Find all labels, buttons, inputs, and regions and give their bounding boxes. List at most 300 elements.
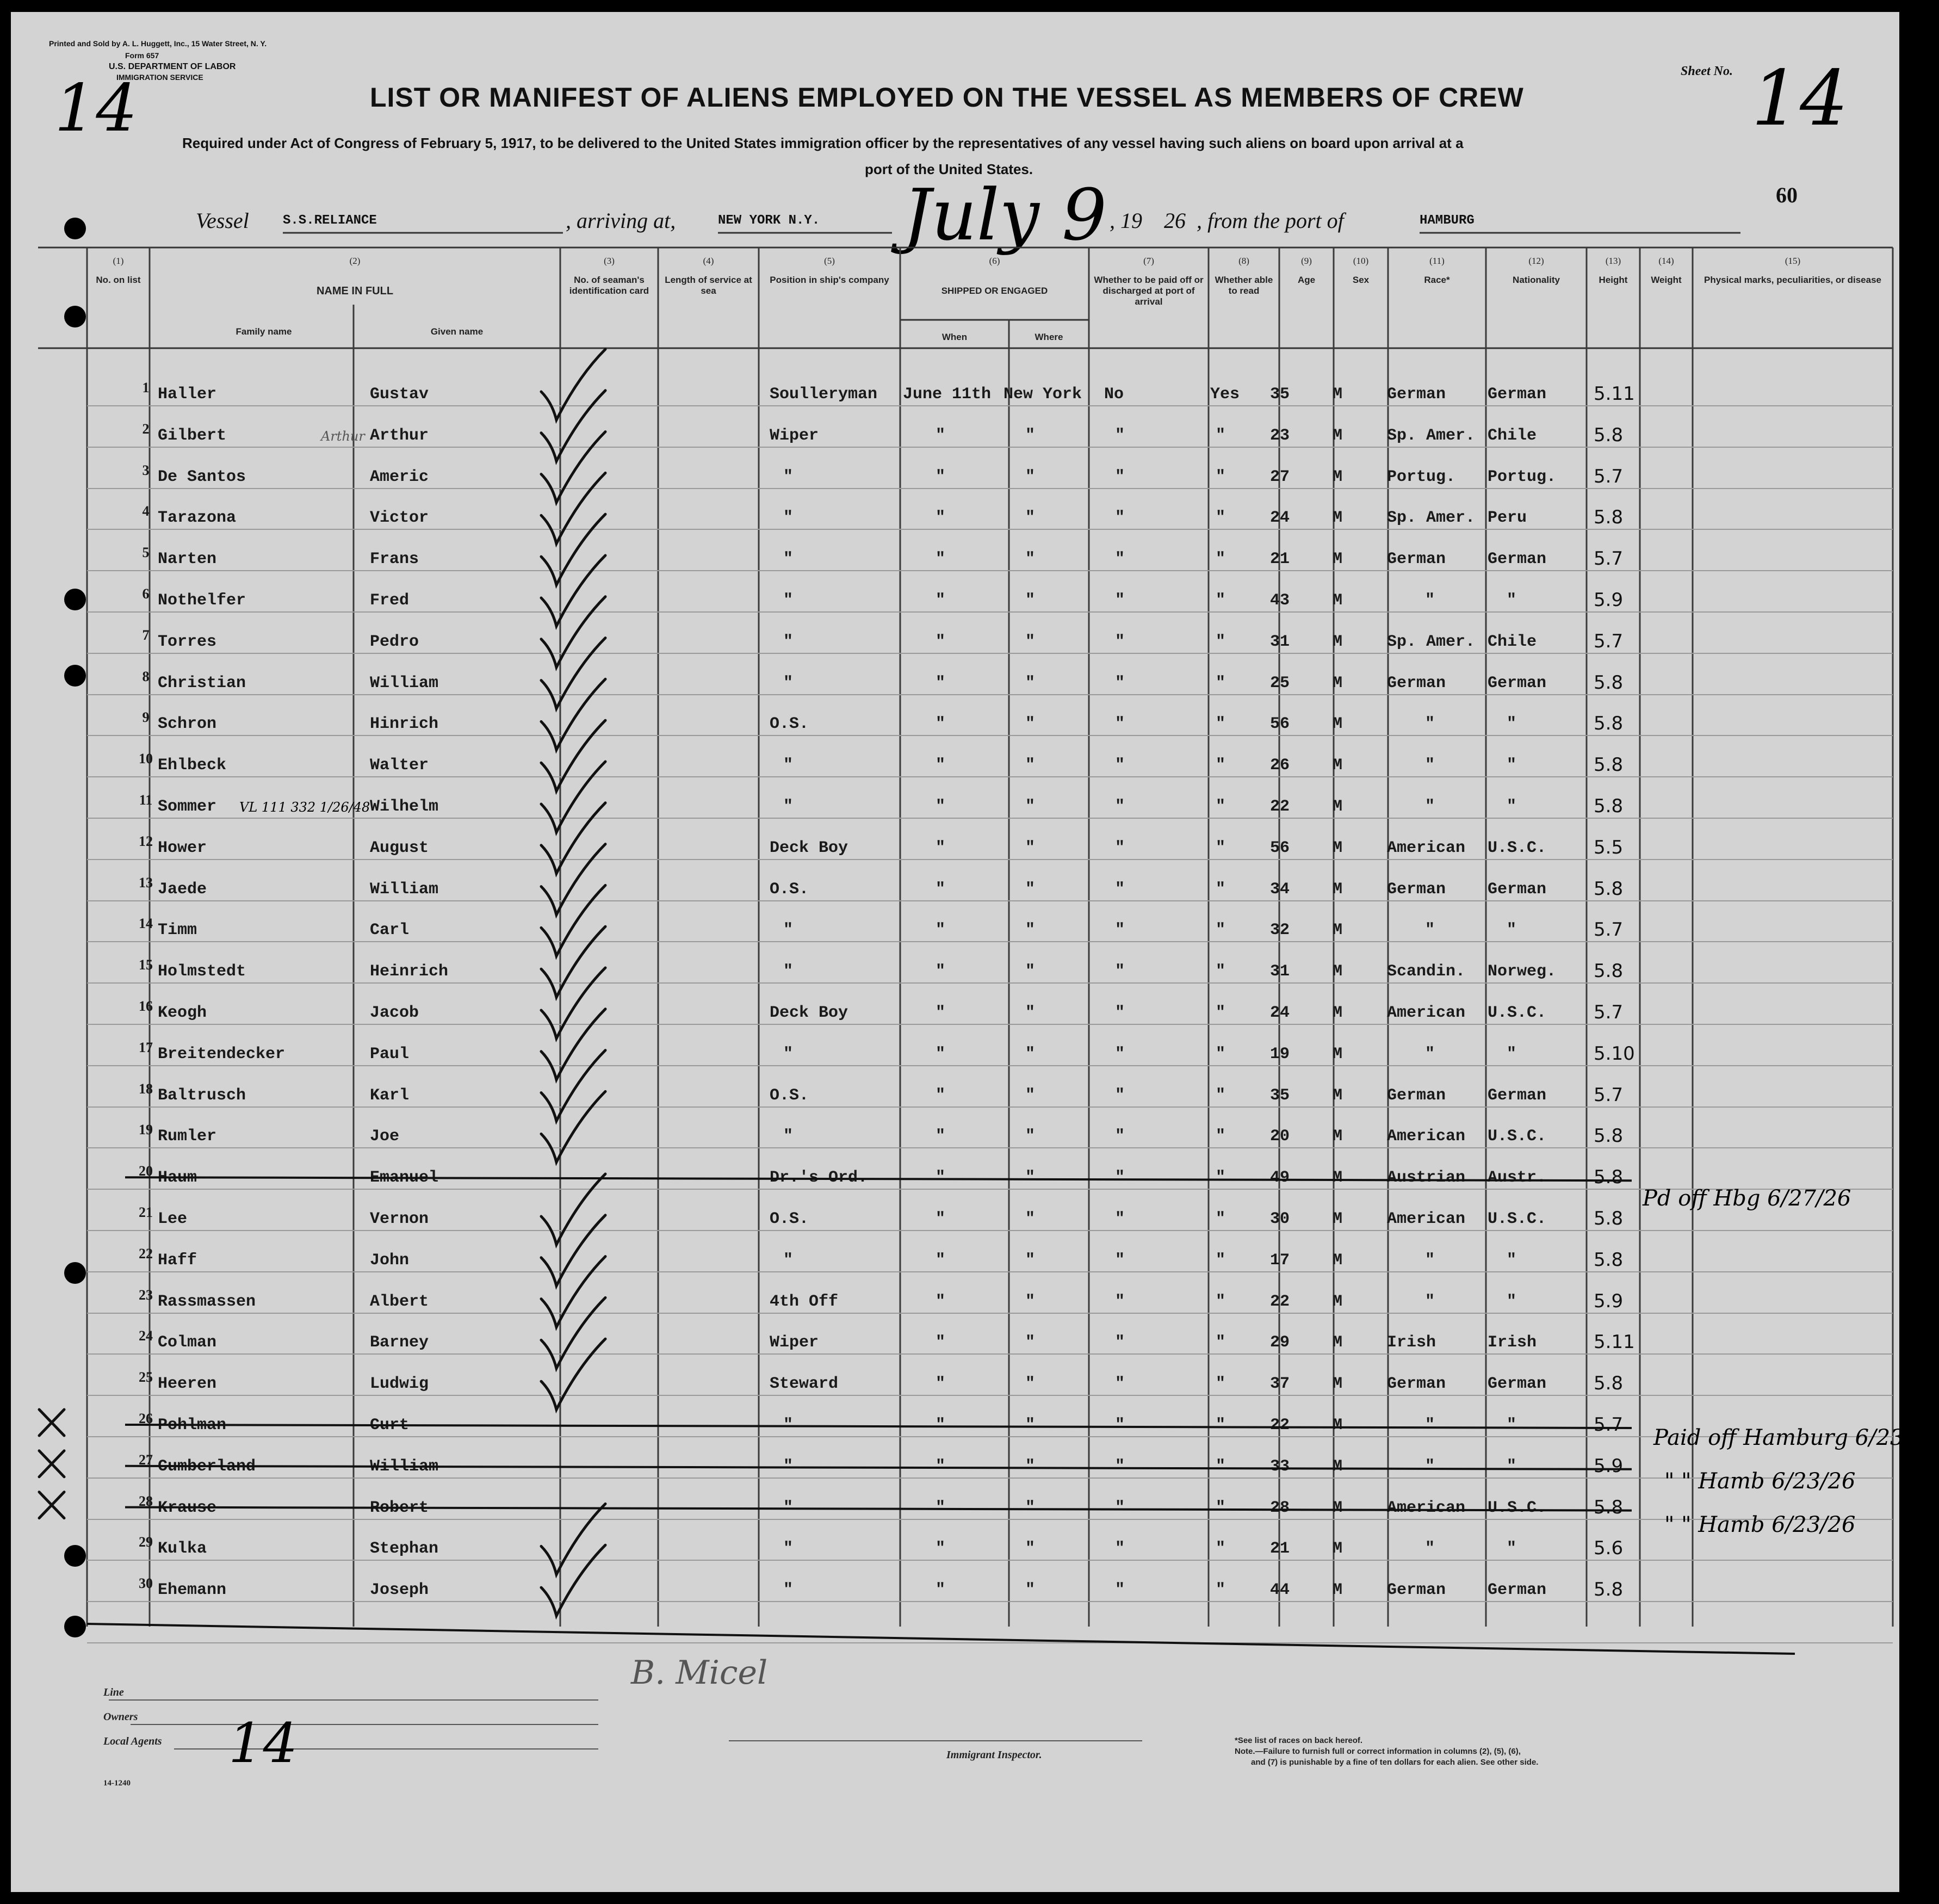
cell-position: " — [783, 674, 794, 693]
cell-given: Arthur — [370, 426, 429, 445]
cell-when: " — [936, 1045, 946, 1064]
cell-age: 56 — [1270, 715, 1290, 733]
cell-paid: " — [1115, 1375, 1125, 1393]
cell-given: John — [370, 1251, 410, 1270]
cell-age: 24 — [1270, 509, 1290, 527]
cell-when: " — [936, 1333, 946, 1352]
cell-age: 56 — [1270, 839, 1290, 857]
cell-sex: M — [1333, 1293, 1343, 1311]
cell-position: " — [783, 591, 794, 610]
cell-paid: " — [1115, 1293, 1125, 1311]
cell-paid: " — [1115, 1086, 1125, 1105]
cell-read: " — [1216, 962, 1226, 981]
cell-read: " — [1216, 1169, 1226, 1187]
cell-race: American — [1387, 1127, 1466, 1146]
row-number: 28 — [139, 1493, 153, 1509]
cell-given: Joe — [370, 1127, 400, 1146]
cell-age: 33 — [1270, 1457, 1290, 1476]
row26-remark: Paid off Hamburg 6/23/26 — [1653, 1425, 1939, 1450]
cell-family: Keogh — [158, 1004, 207, 1022]
cell-race: " — [1425, 921, 1435, 939]
cell-race: Portug. — [1387, 468, 1456, 486]
cell-paid: " — [1115, 1045, 1125, 1064]
cell-read: Yes — [1210, 385, 1240, 404]
cell-where: " — [1025, 1375, 1036, 1393]
row11-note: VL 111 332 1/26/48 — [239, 800, 370, 815]
cell-paid: " — [1115, 921, 1125, 939]
cell-given: Curt — [370, 1416, 410, 1435]
cell-family: Colman — [158, 1333, 217, 1352]
cell-family: Schron — [158, 715, 217, 733]
column-header: Age — [1297, 275, 1316, 285]
cell-sex: M — [1333, 1169, 1343, 1187]
cell-given: Pedro — [370, 633, 419, 651]
cell-age: 29 — [1270, 1333, 1290, 1352]
cell-when: " — [936, 1457, 946, 1476]
cell-family: Baltrusch — [158, 1086, 246, 1105]
column-header: Whether able to read — [1215, 275, 1273, 296]
cell-race: American — [1387, 1210, 1466, 1228]
from-port-label: , from the port of — [1197, 208, 1344, 233]
cell-age: 22 — [1270, 1416, 1290, 1435]
cell-when: " — [936, 756, 946, 775]
cell-position: O.S. — [770, 715, 809, 733]
cell-where: " — [1025, 1499, 1036, 1517]
cell-nat: U.S.C. — [1488, 1499, 1547, 1517]
cell-given: Heinrich — [370, 962, 449, 981]
cell-paid: " — [1115, 633, 1125, 651]
cell-nat: U.S.C. — [1488, 839, 1547, 857]
cell-race: " — [1425, 756, 1435, 775]
cell-height: 5.8 — [1594, 1579, 1624, 1600]
cell-when: " — [936, 1004, 946, 1022]
cell-family: De Santos — [158, 468, 246, 486]
form-subtitle: Required under Act of Congress of February 5, 1917, to be delivered to the United States immigration officer by the representatives of any vessel having such aliens on board upon arrival at a — [182, 135, 1464, 151]
line-label: Line — [103, 1686, 124, 1698]
vessel-name: S.S.RELIANCE — [283, 213, 377, 228]
cell-family: Sommer — [158, 798, 217, 816]
cell-position: " — [783, 509, 794, 527]
cell-family: Krause — [158, 1499, 217, 1517]
cell-family: Holmstedt — [158, 962, 246, 981]
cell-when: " — [936, 1127, 946, 1146]
cell-paid: " — [1115, 1210, 1125, 1228]
cell-nat: Chile — [1488, 426, 1537, 445]
cell-position: O.S. — [770, 880, 809, 899]
cell-height: 5.8 — [1594, 713, 1624, 734]
cell-given: William — [370, 1457, 439, 1476]
cell-position: O.S. — [770, 1086, 809, 1105]
cell-when: " — [936, 1169, 946, 1187]
cell-nat: Peru — [1488, 509, 1527, 527]
cell-sex: M — [1333, 756, 1343, 775]
cell-paid: " — [1115, 1251, 1125, 1270]
column-header: Race* — [1424, 275, 1450, 285]
service-name: IMMIGRATION SERVICE — [116, 73, 203, 82]
cell-where: " — [1025, 880, 1036, 899]
cell-where: " — [1025, 591, 1036, 610]
column-header: NAME IN FULL — [316, 285, 394, 297]
cell-where: " — [1025, 1251, 1036, 1270]
cell-read: " — [1216, 1086, 1226, 1105]
row27-remark: " " Hamb 6/23/26 — [1664, 1469, 1856, 1494]
cell-sex: M — [1333, 550, 1343, 568]
cell-when: " — [936, 1375, 946, 1393]
cell-nat: " — [1507, 756, 1517, 775]
column-number: (6) — [989, 256, 1000, 266]
sheet-number: 14 — [1751, 54, 1849, 143]
cell-race: American — [1387, 1499, 1466, 1517]
cell-position: " — [783, 633, 794, 651]
cell-nat: " — [1507, 715, 1517, 733]
cell-read: " — [1216, 426, 1226, 445]
cell-nat: U.S.C. — [1488, 1127, 1547, 1146]
cell-where: " — [1025, 798, 1036, 816]
cell-height: 5.7 — [1594, 1084, 1624, 1106]
cell-read: " — [1216, 509, 1226, 527]
cell-where: " — [1025, 1581, 1036, 1599]
cell-read: " — [1216, 591, 1226, 610]
cell-read: " — [1216, 1210, 1226, 1228]
cell-age: 17 — [1270, 1251, 1290, 1270]
cell-nat: German — [1488, 550, 1547, 568]
cell-family: Ehemann — [158, 1581, 227, 1599]
cell-where: " — [1025, 674, 1036, 693]
cell-when: " — [936, 1293, 946, 1311]
cell-where: " — [1025, 839, 1036, 857]
row-number: 22 — [139, 1246, 153, 1262]
cell-where: " — [1025, 1540, 1036, 1558]
cell-nat: " — [1507, 1045, 1517, 1064]
cell-nat: Austr. — [1488, 1169, 1547, 1187]
inspector-label: Immigrant Inspector. — [946, 1749, 1042, 1761]
cell-height: 5.11 — [1594, 1331, 1635, 1353]
cell-where: " — [1025, 756, 1036, 775]
races-note: *See list of races on back hereof. — [1235, 1736, 1363, 1745]
cell-given: Jacob — [370, 1004, 419, 1022]
cell-position: " — [783, 756, 794, 775]
row-number: 7 — [142, 627, 150, 643]
cell-where: " — [1025, 550, 1036, 568]
cell-when: " — [936, 550, 946, 568]
cell-position: Deck Boy — [770, 1004, 848, 1022]
cell-nat: " — [1507, 1540, 1517, 1558]
cell-race: German — [1387, 1581, 1446, 1599]
cell-height: 5.6 — [1594, 1537, 1624, 1559]
cell-age: 21 — [1270, 1540, 1290, 1558]
cell-nat: U.S.C. — [1488, 1004, 1547, 1022]
cell-paid: " — [1115, 962, 1125, 981]
cell-nat: German — [1488, 385, 1547, 404]
cell-age: 28 — [1270, 1499, 1290, 1517]
cell-race: German — [1387, 385, 1446, 404]
cell-given: August — [370, 839, 429, 857]
cell-sex: M — [1333, 839, 1343, 857]
cell-read: " — [1216, 1457, 1226, 1476]
cell-height: 5.11 — [1594, 383, 1635, 405]
cell-read: " — [1216, 1540, 1226, 1558]
cell-race: Sp. Amer. — [1387, 633, 1476, 651]
column-number: (14) — [1658, 256, 1674, 266]
inspector-signature: B. Micel — [631, 1654, 768, 1692]
row28-remark: " " Hamb 6/23/26 — [1664, 1512, 1856, 1537]
cell-where: " — [1025, 1086, 1036, 1105]
cell-position: O.S. — [770, 1210, 809, 1228]
cell-height: 5.8 — [1594, 424, 1624, 446]
cell-nat: " — [1507, 591, 1517, 610]
owners-label: Owners — [103, 1711, 138, 1723]
cell-paid: " — [1115, 591, 1125, 610]
cell-family: Timm — [158, 921, 197, 939]
cell-position: " — [783, 1581, 794, 1599]
cell-nat: Chile — [1488, 633, 1537, 651]
column-number: (5) — [824, 256, 835, 266]
cell-read: " — [1216, 1251, 1226, 1270]
cell-given: William — [370, 880, 439, 899]
cell-height: 5.8 — [1594, 960, 1624, 982]
cell-sex: M — [1333, 426, 1343, 445]
cell-family: Rassmassen — [158, 1293, 256, 1311]
cell-race: " — [1425, 715, 1435, 733]
cell-race: Sp. Amer. — [1387, 426, 1476, 445]
cell-given: Karl — [370, 1086, 410, 1105]
row-number: 6 — [142, 586, 150, 602]
cell-paid: " — [1115, 1540, 1125, 1558]
cell-sex: M — [1333, 509, 1343, 527]
cell-age: 22 — [1270, 1293, 1290, 1311]
column-header: SHIPPED OR ENGAGED — [941, 286, 1048, 296]
cell-where: " — [1025, 1127, 1036, 1146]
column-header: Position in ship's company — [770, 275, 889, 285]
cell-given: Ludwig — [370, 1375, 429, 1393]
cell-age: 35 — [1270, 385, 1290, 404]
arrival-port: NEW YORK N.Y. — [718, 213, 820, 228]
cell-sex: M — [1333, 880, 1343, 899]
cell-read: " — [1216, 1375, 1226, 1393]
cell-family: Lee — [158, 1210, 188, 1228]
cell-position: " — [783, 962, 794, 981]
cell-height: 5.8 — [1594, 795, 1624, 817]
cell-height: 5.9 — [1594, 1455, 1624, 1477]
cell-race: " — [1425, 798, 1435, 816]
form-number: Form 657 — [125, 51, 159, 60]
row-number: 14 — [139, 916, 153, 931]
cell-sex: M — [1333, 1457, 1343, 1476]
cell-race: Austrian — [1387, 1169, 1466, 1187]
cell-paid: " — [1115, 674, 1125, 693]
column-number: (13) — [1605, 256, 1621, 266]
cell-nat: German — [1488, 1086, 1547, 1105]
row-number: 21 — [139, 1204, 153, 1220]
cell-nat: Portug. — [1488, 468, 1557, 486]
family-name-header: Family name — [236, 326, 292, 337]
column-header: Sex — [1352, 275, 1370, 285]
cell-given: Robert — [370, 1499, 429, 1517]
cell-sex: M — [1333, 633, 1343, 651]
cell-race: German — [1387, 880, 1446, 899]
cell-position: " — [783, 1251, 794, 1270]
cell-position: " — [783, 1127, 794, 1146]
when-header: When — [941, 332, 968, 342]
cell-where: " — [1025, 1416, 1036, 1435]
cell-where: New York — [1003, 385, 1082, 404]
cell-read: " — [1216, 1581, 1226, 1599]
form-title: LIST OR MANIFEST OF ALIENS EMPLOYED ON THE VESSEL AS MEMBERS OF CREW — [370, 82, 1524, 113]
cell-race: American — [1387, 1004, 1466, 1022]
column-number: (3) — [604, 256, 615, 266]
fine-note-cont: and (7) is punishable by a fine of ten dollars for each alien. See other side. — [1251, 1758, 1539, 1767]
cell-read: " — [1216, 921, 1226, 939]
cell-when: " — [936, 715, 946, 733]
cell-family: Kulka — [158, 1540, 207, 1558]
cell-nat: " — [1507, 1293, 1517, 1311]
cell-position: " — [783, 1045, 794, 1064]
cell-sex: M — [1333, 1210, 1343, 1228]
cell-family: Haller — [158, 385, 217, 404]
cell-sex: M — [1333, 468, 1343, 486]
cell-given: Gustav — [370, 385, 429, 404]
column-header: Physical marks, peculiarities, or disease — [1703, 275, 1881, 285]
column-header: Nationality — [1513, 275, 1560, 285]
cell-family: Cumberland — [158, 1457, 256, 1476]
cell-where: " — [1025, 715, 1036, 733]
row2-name-note: Arthur — [321, 429, 365, 444]
page-number: 60 — [1776, 183, 1798, 207]
cell-age: 34 — [1270, 880, 1290, 899]
cell-nat: German — [1488, 880, 1547, 899]
cell-given: Fred — [370, 591, 410, 610]
row-number: 13 — [139, 875, 153, 891]
row-number: 20 — [139, 1163, 153, 1179]
cell-race: " — [1425, 1540, 1435, 1558]
cell-nat: Irish — [1488, 1333, 1537, 1352]
form-code: 14-1240 — [103, 1779, 131, 1788]
cell-family: Christian — [158, 674, 246, 693]
corner-sheet-number: 14 — [54, 71, 138, 146]
vessel-label: Vessel — [196, 208, 249, 233]
cell-height: 5.8 — [1594, 1166, 1624, 1188]
row-number: 30 — [139, 1575, 153, 1591]
cell-given: Vernon — [370, 1210, 429, 1228]
cell-where: " — [1025, 962, 1036, 981]
cell-position: Wiper — [770, 426, 819, 445]
cell-paid: " — [1115, 550, 1125, 568]
cell-when: " — [936, 921, 946, 939]
cell-position: " — [783, 1457, 794, 1476]
cell-when: " — [936, 880, 946, 899]
cell-read: " — [1216, 1499, 1226, 1517]
cell-age: 43 — [1270, 591, 1290, 610]
cell-paid: " — [1115, 1127, 1125, 1146]
cell-race: Scandin. — [1387, 962, 1466, 981]
cell-paid: " — [1115, 468, 1125, 486]
row-number: 19 — [139, 1122, 153, 1138]
cell-height: 5.7 — [1594, 919, 1624, 941]
row-number: 11 — [139, 792, 153, 808]
row-number: 17 — [139, 1040, 153, 1055]
column-header: Length of service at sea — [665, 275, 752, 296]
cell-position: " — [783, 921, 794, 939]
column-header: No. on list — [96, 275, 141, 285]
cell-read: " — [1216, 880, 1226, 899]
cell-nat: " — [1507, 798, 1517, 816]
cell-age: 27 — [1270, 468, 1290, 486]
department-name: U.S. DEPARTMENT OF LABOR — [109, 62, 236, 71]
cell-when: " — [936, 468, 946, 486]
cell-family: Hower — [158, 839, 207, 857]
cell-age: 49 — [1270, 1169, 1290, 1187]
cell-family: Torres — [158, 633, 217, 651]
cell-where: " — [1025, 1457, 1036, 1476]
local-agents-value: 14 — [228, 1711, 298, 1775]
cell-age: 31 — [1270, 633, 1290, 651]
cell-read: " — [1216, 1293, 1226, 1311]
cell-family: Jaede — [158, 880, 207, 899]
row-number: 15 — [139, 957, 153, 973]
cell-sex: M — [1333, 962, 1343, 981]
cell-height: 5.9 — [1594, 1290, 1624, 1312]
cell-race: " — [1425, 1251, 1435, 1270]
cell-race: American — [1387, 839, 1466, 857]
cell-when: " — [936, 1210, 946, 1228]
column-header: Weight — [1651, 275, 1682, 285]
cell-read: " — [1216, 468, 1226, 486]
column-number: (9) — [1301, 256, 1312, 266]
column-number: (2) — [349, 256, 361, 266]
cell-read: " — [1216, 1127, 1226, 1146]
cell-read: " — [1216, 798, 1226, 816]
cell-paid: " — [1115, 1416, 1125, 1435]
cell-race: " — [1425, 1416, 1435, 1435]
cell-where: " — [1025, 1004, 1036, 1022]
cell-paid: " — [1115, 1581, 1125, 1599]
column-header: No. of seaman's identification card — [569, 275, 649, 296]
given-name-header: Given name — [430, 326, 484, 337]
cell-position: Wiper — [770, 1333, 819, 1352]
cell-sex: M — [1333, 1499, 1343, 1517]
row-number: 8 — [142, 669, 150, 684]
form-subtitle-cont: port of the United States. — [865, 161, 1033, 177]
cell-height: 5.9 — [1594, 589, 1624, 611]
cell-sex: M — [1333, 1375, 1343, 1393]
cell-age: 37 — [1270, 1375, 1290, 1393]
cell-given: Frans — [370, 550, 419, 568]
column-header: Whether to be paid off or discharged at port of arrival — [1094, 275, 1204, 307]
row-number: 2 — [142, 421, 150, 437]
cell-height: 5.8 — [1594, 1373, 1624, 1394]
arrival-date: July 9 — [903, 174, 1107, 256]
cell-race: " — [1425, 1457, 1435, 1476]
cell-sex: M — [1333, 715, 1343, 733]
cell-given: Wilhelm — [370, 798, 439, 816]
cell-paid: " — [1115, 880, 1125, 899]
cell-sex: M — [1333, 591, 1343, 610]
cell-sex: M — [1333, 385, 1343, 404]
cell-given: Albert — [370, 1293, 429, 1311]
cell-race: German — [1387, 1375, 1446, 1393]
row-number: 27 — [139, 1452, 153, 1468]
cell-family: Tarazona — [158, 509, 237, 527]
cell-paid: " — [1115, 1499, 1125, 1517]
cell-age: 19 — [1270, 1045, 1290, 1064]
cell-where: " — [1025, 468, 1036, 486]
column-number: (4) — [703, 256, 714, 266]
row-number: 9 — [142, 709, 150, 725]
row-number: 3 — [142, 462, 150, 478]
cell-family: Haum — [158, 1169, 197, 1187]
cell-paid: " — [1115, 1169, 1125, 1187]
cell-height: 5.10 — [1594, 1043, 1635, 1065]
